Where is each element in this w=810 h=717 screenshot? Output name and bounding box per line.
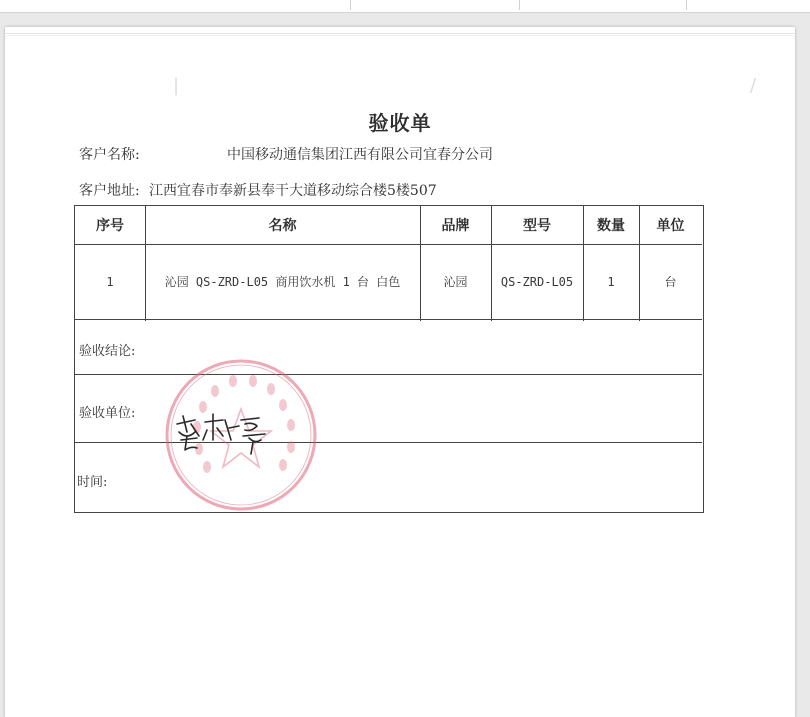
customer-address-label: 客户地址: [79,183,140,199]
table-cell-name: 沁园 QS-ZRD-L05 商用饮水机 1 台 白色 [164,275,401,289]
top-strip-divider [686,0,687,10]
customer-address-value: 江西宜春市奉新县奉干大道移动综合楼5楼507 [149,183,437,199]
scan-artifact-line [5,33,795,34]
scan-artifact-line [5,35,795,36]
acceptance-conclusion-label: 验收结论: [79,344,136,359]
scan-ghost-mark: | [173,75,180,96]
time-label: 时间: [77,475,108,490]
header-cell-brand: 品牌 [441,218,470,234]
viewer-top-strip [0,0,810,13]
table-rule [75,319,702,320]
header-cell-model: 型号 [523,218,551,234]
table-cell-brand: 沁园 [443,275,468,289]
top-strip-divider [519,0,520,10]
table-cell-quantity: 1 [607,274,615,289]
document-title: 验收单 [368,111,432,135]
document-page [5,27,795,717]
header-cell-name: 名称 [268,218,297,234]
table-cell-index: 1 [106,274,114,289]
header-cell-index: 序号 [96,218,124,234]
customer-name-value: 中国移动通信集团江西有限公司宜春分公司 [227,147,493,163]
table-cell-unit: 台 [664,275,677,289]
handwritten-signature-icon [173,410,273,458]
customer-name-label: 客户名称: [79,147,140,163]
header-cell-unit: 单位 [656,218,685,234]
header-cell-quantity: 数量 [597,218,625,234]
top-strip-divider [350,0,351,10]
table-cell-model: QS-ZRD-L05 [500,274,574,289]
scan-ghost-mark: / [750,75,757,96]
acceptance-unit-label: 验收单位: [79,406,136,421]
